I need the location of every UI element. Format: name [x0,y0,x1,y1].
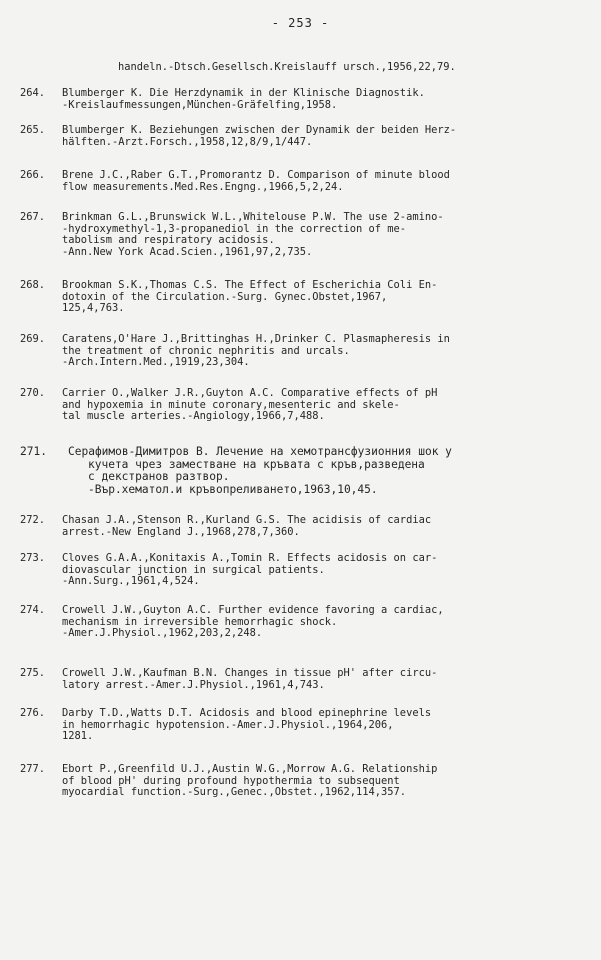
page-number: - 253 - [271,16,330,30]
reference-text [62,515,431,538]
reference-number: 268. [20,279,46,291]
reference-number: 267. [20,211,46,223]
reference-line: mechanism in irreversible hemorrhagic shock. [62,615,338,628]
reference-line: flow measurements.Med.Res.Engng.,1966,5,2,24. [62,180,344,193]
reference-number: 272. [20,514,46,526]
reference-line: -Amer.J.Physiol.,1962,203,2,248. [62,627,263,639]
reference-line: -Вър.хематол.и кръвопреливането,1963,10,45. [88,482,378,496]
reference-text [62,280,437,315]
reference-text [62,88,425,111]
reference-line: Brinkman G.L.,Brunswick W.L.,Whitelouse P.W. The use 2-amino- [62,211,444,223]
reference-line: с декстранов разтвор. [88,470,230,483]
reference-line: tal muscle arteries.-Angiology,1966,7,488. [62,410,325,422]
reference-number: 266. [20,169,46,181]
reference-text [62,668,437,691]
reference-line: of blood pH' during profound hypothermia to subsequent [62,774,400,787]
reference-number: 264. [20,87,46,99]
reference-number: 265. [20,124,46,136]
reference-line: hälften.-Arzt.Forsch.,1958,12,8/9,1/447. [62,135,313,148]
reference-number: 276. [20,707,46,719]
reference-line: 125,4,763. [62,302,125,314]
reference-line: -Arch.Intern.Med.,1919,23,304. [62,356,250,368]
reference-line: diovascular junction in surgical patients. [62,563,325,576]
reference-line: -Kreislaufmessungen,München-Gräfelfing,1958. [62,98,338,111]
reference-number: 274. [20,604,46,616]
reference-line: Brene J.C.,Raber G.T.,Promorantz D. Comparison of minute blood [62,169,450,181]
reference-text [62,764,437,799]
reference-text [62,170,450,193]
reference-line: in hemorrhagic hypotension.-Amer.J.Physiol.,1964,206, [62,718,394,731]
reference-line: the treatment of chronic nephritis and urcals. [62,344,350,357]
reference-line: Carrier O.,Walker J.R.,Guyton A.C. Comparative effects of pH [62,387,438,399]
reference-text [62,553,437,588]
reference-number: 269. [20,333,46,345]
reference-line: -Ann.New York Acad.Scien.,1961,97,2,735. [62,245,313,258]
reference-line: Caratens,O'Hare J.,Brittinghas H.,Drinker C. Plasmapheresis in [62,333,450,345]
reference-line: Ebort P.,Greenfild U.J.,Austin W.G.,Morrow A.G. Relationship [62,763,438,775]
reference-number: 275. [20,667,46,679]
reference-text [62,388,437,423]
reference-number: 270. [20,387,46,399]
reference-line: arrest.-New England J.,1968,278,7,360. [62,525,300,538]
reference-line: Crowell J.W.,Kaufman B.N. Changes in tissue pH' after circu- [62,667,438,679]
reference-line: Blumberger K. Beziehungen zwischen der Dynamik der beiden Herz- [62,124,457,136]
reference-line: -hydroxymethyl-1,3-propanediol in the correction of me- [62,222,407,235]
reference-line: -Ann.Surg.,1961,4,524. [62,575,200,587]
reference-text [62,125,456,148]
reference-line: and hypoxemia in minute coronary,mesenteric and skele- [62,398,400,411]
reference-number: 273. [20,552,46,564]
reference-line: Brookman S.K.,Thomas C.S. The Effect of Escherichia Coli En- [62,279,438,291]
reference-line: Crowell J.W.,Guyton A.C. Further evidence favoring a cardiac, [62,604,444,616]
reference-text [62,605,444,640]
reference-line: Cloves G.A.A.,Konitaxis A.,Tomin R. Effects acidosis on car- [62,552,438,564]
reference-line: 1281. [62,730,94,742]
reference-line: dotoxin of the Circulation.-Surg. Gynec.Obstet,1967, [62,290,388,303]
continuation-line: handeln.-Dtsch.Gesellsch.Kreislauff ursch.,1956,22,79. [118,61,456,73]
reference-text [62,212,444,258]
reference-line: Darby T.D.,Watts D.T. Acidosis and blood epinephrine levels [62,707,432,719]
reference-number: 271. [20,445,47,458]
reference-text [62,334,450,369]
reference-line: Blumberger K. Die Herzdynamik in der Klinische Diagnostik. [62,87,425,99]
reference-line: tabolism and respiratory acidosis. [62,234,275,246]
reference-text [62,708,431,743]
reference-line: Chasan J.A.,Stenson R.,Kurland G.S. The acidisis of cardiac [62,514,432,526]
reference-line: latory arrest.-Amer.J.Physiol.,1961,4,743. [62,678,325,691]
reference-number: 277. [20,763,46,775]
reference-line: кучета чрез заместване на кръвата с кръв,разведена [88,457,425,471]
reference-line: Серафимов-Димитров В. Лечение на хемотрансфузионния шок у [68,445,452,458]
reference-text [68,446,452,496]
reference-line: myocardial function.-Surg.,Genec.,Obstet.,1962,114,357. [62,786,407,798]
